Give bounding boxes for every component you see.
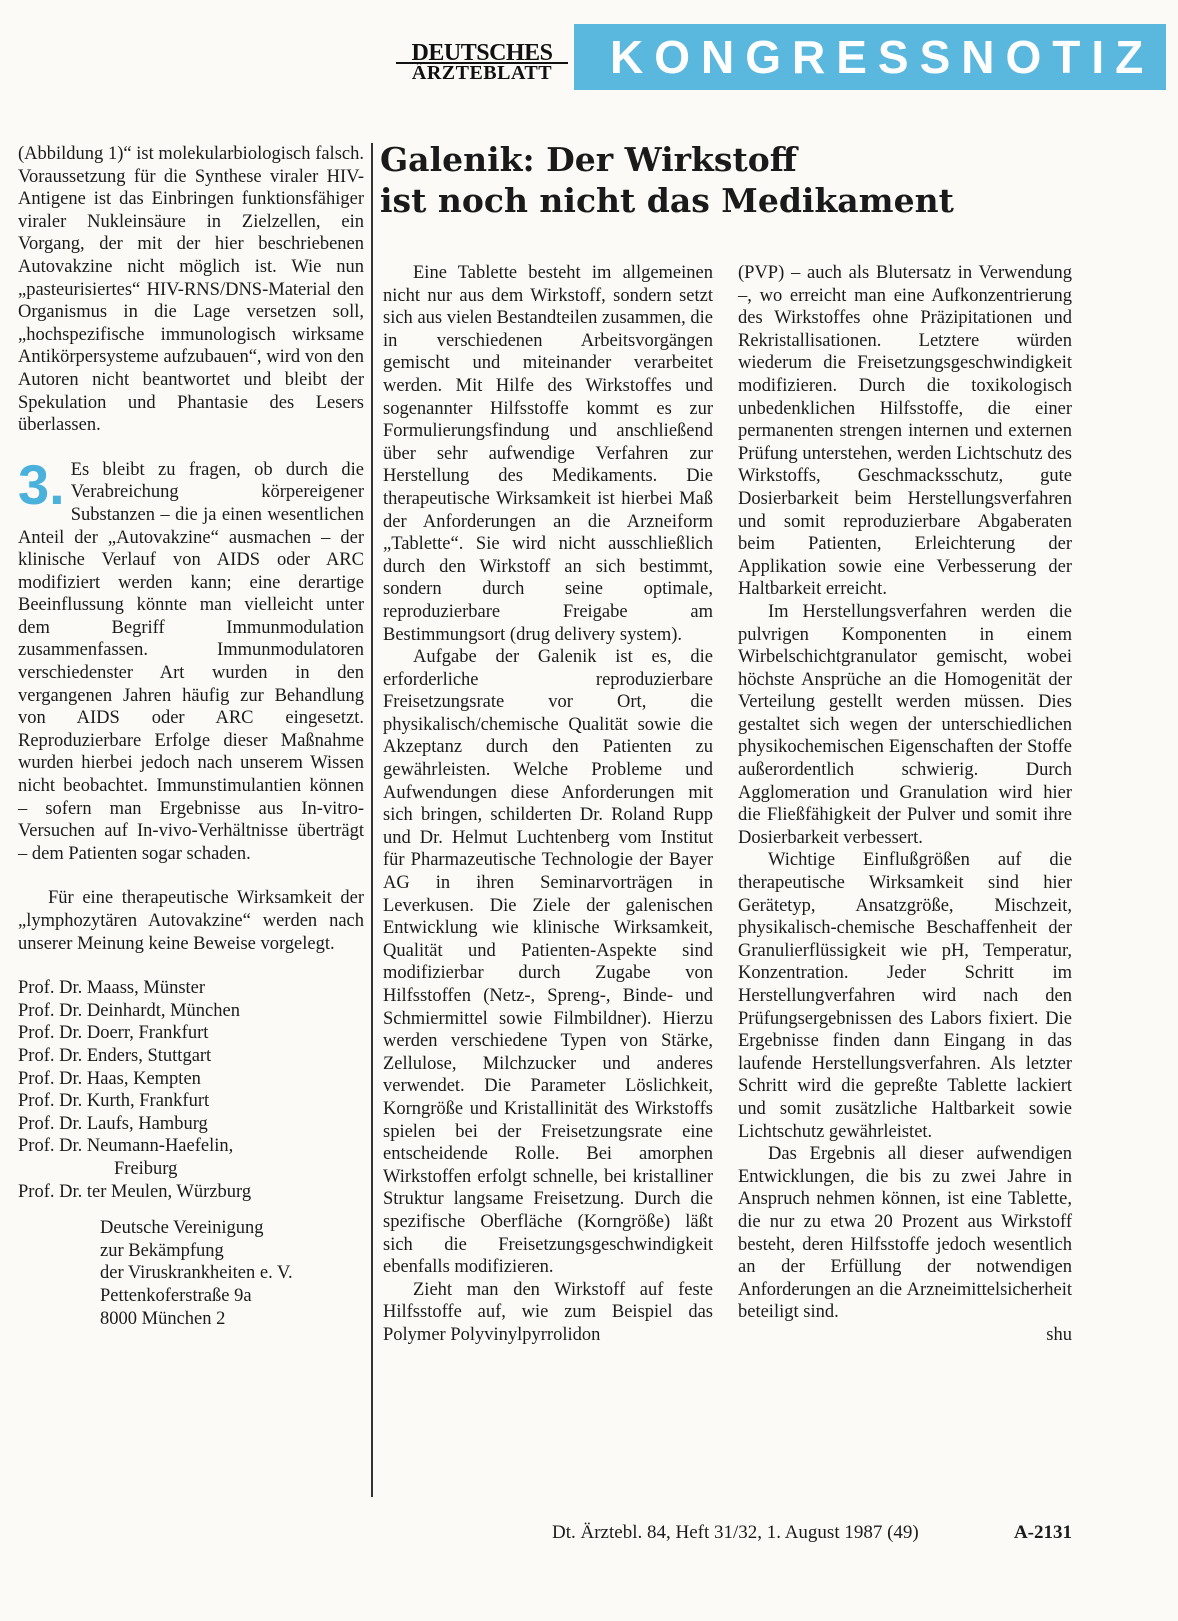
headline-line-2: ist noch nicht das Medikament bbox=[380, 181, 954, 220]
page-footer bbox=[552, 1522, 1072, 1544]
middle-column bbox=[383, 262, 713, 1347]
address-line: zur Bekämpfung bbox=[100, 1240, 224, 1261]
mid-paragraph-3: Zieht man den Wirkstoff auf feste Hilfsstoffe auf, wie zum Beispiel das Polymer Polyvinylpyrrolidon bbox=[383, 1279, 713, 1345]
mid-paragraph-2: Aufgabe der Galenik ist es, die erforderliche reproduzierbare Freisetzungsrate vor Ort, die physikalisch/chemische Qualität sowie die Akzeptanz durch den Patienten zu gewährleisten. Welche Probleme und Aufwendungen diese Anforderungen mit sich bringen, schilderten Dr. Roland Rupp und Dr. Helmut Luchtenberg vom Institut für Pharmazeutische Technologie der Bayer AG in ihren Seminarvorträgen in Leverkusen. Die Ziele der galenischen Entwicklung wie klinische Wirksamkeit, Qualität und Patienten-Aspekte sind modifizierbar durch Zugabe von Hilfsstoffen (Netz-, Spreng-, Binde- und Schmiermittel sowie Filmbildner). Hierzu werden verschiedene Typen von Stärke, Zellulose, Milchzucker und anderes verwendet. Die Parameter Löslichkeit, Korngröße und Kristallinität des Wirkstoffs spielen bei der Freisetzungsrate eine entscheidende Rolle. Bei amorphen Wirkstoffen erfolgt schnelle, bei kristalliner Struktur langsame Freisetzung. Durch die spezifische Oberfläche (Korngröße) läßt sich die Freisetzungsgeschwindigkeit ebenfalls modifizieren. bbox=[383, 647, 713, 1278]
right-column bbox=[738, 262, 1072, 1347]
author-item: Prof. Dr. Neumann-Haefelin, bbox=[18, 1136, 234, 1157]
author-list bbox=[18, 977, 364, 1203]
right-paragraph-1: (PVP) – auch als Blutersatz in Verwendung –, wo erreicht man eine Aufkonzentrierung des Wirkstoffes ohne Präzipitationen und Rekristallisationen. Letztere würden wiederum die Freisetzungsgeschwindigkeit modifizieren. Durch die toxikologisch unbedenklichen Hilfsstoffe, die einer permanenten strengen internen und externen Prüfung unterstehen, werden Lichtschutz des Wirkstoffs, Geschmacksschutz, gute Dosierbarkeit beim Herstellungsverfahren und somit reproduzierbare Abgaberaten beim Patienten, Erleichterung der Applikation sowie eine Verbesserung der Haltbarkeit erreicht. bbox=[738, 263, 1072, 600]
masthead bbox=[396, 24, 1166, 90]
author-item: Freiburg bbox=[114, 1158, 178, 1179]
left-paragraph-2 bbox=[18, 452, 364, 866]
author-item: Prof. Dr. Laufs, Hamburg bbox=[18, 1113, 208, 1134]
citation: Dt. Ärztebl. 84, Heft 31/32, 1. August 1987 (49) bbox=[552, 1522, 919, 1543]
left-column bbox=[18, 143, 364, 1330]
author-item: Prof. Dr. Doerr, Frankfurt bbox=[18, 1023, 209, 1044]
article-headline bbox=[380, 139, 1080, 221]
right-paragraph-4: Das Ergebnis all dieser aufwendigen Entwicklungen, die bis zu zwei Jahre in Anspruch nehmen können, ist eine Tablette, die nur zu etwa 20 Prozent aus Wirkstoff besteht, deren Hilfsstoffe jedoch wesentlich an der Erfüllung der notwendigen Anforderungen an die Arzneimittelsicherheit beteiligt sind. bbox=[738, 1144, 1072, 1323]
author-item: Prof. Dr. ter Meulen, Würzburg bbox=[18, 1181, 252, 1202]
address-line: Deutsche Vereinigung bbox=[100, 1218, 264, 1239]
author-item: Prof. Dr. Haas, Kempten bbox=[18, 1068, 201, 1089]
headline-line-1: Galenik: Der Wirkstoff bbox=[380, 140, 797, 179]
section-banner: KONGRESSNOTIZ bbox=[574, 24, 1166, 90]
right-paragraph-2: Im Herstellungsverfahren werden die pulvrigen Komponenten in einem Wirbelschichtgranulator gemischt, wobei höchste Ansprüche an die Homogenität der Verteilung gestellt werden müssen. Dies gestaltet sich wegen der unterschiedlichen physikochemischen Eigenschaften der Stoffe außerordentlich schwierig. Durch Agglomeration und Granulation wird hier die Fließfähigkeit der Pulver und somit ihre Dosierbarkeit verbessert. bbox=[738, 601, 1072, 848]
brand-line1: DEUTSCHES bbox=[411, 40, 553, 66]
column-divider bbox=[371, 143, 373, 1497]
right-paragraph-3: Wichtige Einflußgrößen auf die therapeutische Wirksamkeit sind hier Gerätetyp, Ansatzgröße, Mischzeit, physikalisch-chemische Beschaffenheit der Granulierflüssigkeit wie pH, Temperatur, Konzentration. Jeder Schritt im Herstellungverfahren wird nach den Prüfungsergebnissen des Labors fixiert. Die Ergebnisse finden dann Eingang in das laufende Herstellungsverfahren. Als letzter Schritt wird die gepreßte Tablette lackiert und somit zusätzliche Haltbarkeit sowie Lichtschutz gewährleistet. bbox=[738, 850, 1072, 1142]
brand-line2: ÄRZTEBLATT bbox=[396, 62, 568, 82]
author-item: Prof. Dr. Deinhardt, München bbox=[18, 1000, 240, 1021]
address-block bbox=[18, 1217, 364, 1330]
author-item: Prof. Dr. Kurth, Frankfurt bbox=[18, 1091, 210, 1112]
author-item: Prof. Dr. Maass, Münster bbox=[18, 978, 206, 999]
address-line: der Viruskrankheiten e. V. bbox=[100, 1263, 293, 1284]
address-line: 8000 München 2 bbox=[100, 1308, 226, 1329]
left-paragraph-3: Für eine therapeutische Wirksamkeit der „lymphozytären Autovakzine“ werden nach unserer Meinung keine Beweise vorgelegt. bbox=[18, 888, 364, 954]
author-item: Prof. Dr. Enders, Stuttgart bbox=[18, 1045, 212, 1066]
point-number: 3. bbox=[18, 452, 65, 516]
mid-paragraph-1: Eine Tablette besteht im allgemeinen nicht nur aus dem Wirkstoff, sondern setzt sich aus vielen Bestandteilen zusammen, die in verschiedenen Arbeitsvorgängen gemischt und miteinander verarbeitet werden. Mit Hilfe des Wirkstoffes und sogenannter Hilfsstoffe kommt es zur Formulierungsfindung und anschließend über sehr aufwendige Verfahren zur Herstellung des Medikaments. Die therapeutische Wirksamkeit ist hierbei Maß der Anforderungen an die Arzneiform „Tablette“. Sie wird nicht ausschließlich durch den Wirkstoff an sich bestimmt, sondern durch seine optimale, reproduzierbare Freigabe am Bestimmungsort (drug delivery system). bbox=[383, 263, 713, 645]
left-paragraph-1: (Abbildung 1)“ ist molekularbiologisch falsch. Voraussetzung für die Synthese viraler HIV-Antigene ist das Einbringen funktionsfähiger viraler Nukleinsäure in Zielzellen, ein Vorgang, der mit der hier beschriebenen Autovakzine nicht möglich ist. Wie nun „pasteurisiertes“ HIV-RNS/DNS-Material den Organismus in die Lage versetzen soll, „hochspezifische immunologisch wirksame Antikörpersysteme aufzubauen“, wird von den Autoren nicht beantwortet und bleibt der Spekulation und Phantasie des Lesers überlassen. bbox=[18, 144, 364, 436]
author-signature: shu bbox=[1046, 1324, 1072, 1345]
page-number: A-2131 bbox=[1013, 1522, 1072, 1543]
left-paragraph-2-text: Es bleibt zu fragen, ob durch die Verabreichung körpereigener Substanzen – die ja einen wesentlichen Anteil der „Autovakzine“ ausmachen – der klinische Verlauf von AIDS oder ARC modifiziert werden kann; eine derartige Beeinflussung könnte man vielleicht unter dem Begriff Immunmodulation zusammenfassen. Immunmodulatoren verschiedenster Art wurden in den vergangenen Jahren häufig zur Behandlung von AIDS oder ARC eingesetzt. Reproduzierbare Erfolge dieser Maßnahme wurden hierbei jedoch nach unserem Wissen nicht beobachtet. Immunstimulantien können – sofern man Ergebnisse aus In-vitro-Versuchen auf In-vivo-Verhältnisse überträgt – dem Patienten sogar schaden. bbox=[18, 459, 364, 864]
journal-logo bbox=[396, 40, 568, 84]
address-line: Pettenkoferstraße 9a bbox=[100, 1285, 252, 1306]
